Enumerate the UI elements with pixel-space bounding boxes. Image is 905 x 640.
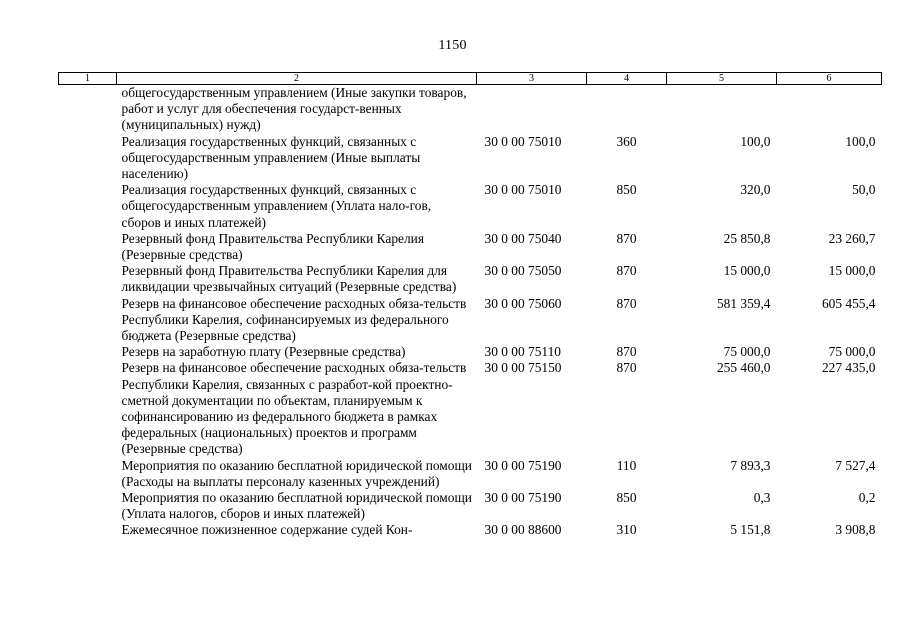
expense-kind: 870: [616, 263, 637, 279]
table-row: [59, 296, 882, 345]
amount-year-1: 0,3: [753, 490, 771, 506]
target-code: 30 0 00 75010: [484, 133, 562, 149]
expense-name: Реализация государственных функций, связанных с общегосударственным управлением (Уплата нало-гов, сборов и иных платежей): [121, 182, 432, 230]
expense-kind: 310: [616, 522, 637, 538]
table-row: [59, 490, 882, 522]
target-code: 30 0 00 75010: [484, 182, 562, 198]
column-header-6: 6: [777, 73, 882, 85]
amount-year-1: 255 460,0: [716, 360, 771, 376]
column-header-3: 3: [477, 73, 587, 85]
column-header-1: 1: [59, 73, 117, 85]
expense-kind: 850: [616, 182, 637, 198]
amount-year-2: 23 260,7: [828, 230, 876, 246]
row-number-cell: [59, 458, 117, 490]
row-number-cell: [59, 134, 117, 183]
expense-name: Ежемесячное пожизненное содержание судей Кон-: [121, 522, 413, 538]
target-code: [477, 85, 587, 134]
table-row: [59, 231, 882, 263]
amount-year-1: 581 359,4: [716, 295, 771, 311]
amount-year-1: [667, 85, 777, 134]
amount-year-2: 3 908,8: [835, 522, 876, 538]
amount-year-2: 50,0: [852, 182, 876, 198]
table-row: [59, 344, 882, 360]
amount-year-1: 7 893,3: [730, 457, 771, 473]
target-code: 30 0 00 75110: [484, 344, 561, 360]
row-number-cell: [59, 522, 117, 538]
amount-year-1: 15 000,0: [723, 263, 771, 279]
row-number-cell: [59, 360, 117, 457]
table-row: [59, 263, 882, 295]
expense-kind: 110: [616, 457, 637, 473]
amount-year-2: 605 455,4: [821, 295, 876, 311]
amount-year-1: 5 151,8: [730, 522, 771, 538]
target-code: 30 0 00 75050: [484, 263, 562, 279]
amount-year-1: 75 000,0: [723, 344, 771, 360]
amount-year-1: 100,0: [740, 133, 771, 149]
amount-year-1: 320,0: [740, 182, 771, 198]
table-row: [59, 85, 882, 134]
table-row: [59, 458, 882, 490]
row-number-cell: [59, 231, 117, 263]
row-number-cell: [59, 182, 117, 231]
table-row: [59, 360, 882, 457]
expense-name: общегосударственным управлением (Иные закупки товаров, работ и услуг для обеспечения государст-венных (муниципальных) нужд): [121, 85, 467, 133]
expense-name: Реализация государственных функций, связанных с общегосударственным управлением (Иные выплаты населению): [121, 133, 421, 182]
expense-kind: 870: [616, 360, 637, 376]
expense-kind: 870: [616, 295, 637, 311]
expense-name: Резерв на заработную плату (Резервные средства): [121, 344, 406, 360]
table-row: [59, 522, 882, 538]
column-header-5: 5: [667, 73, 777, 85]
target-code: 30 0 00 75040: [484, 230, 562, 246]
target-code: 30 0 00 75060: [484, 295, 562, 311]
expense-name: Мероприятия по оказанию бесплатной юридической помощи (Расходы на выплаты персоналу казенных учреждений): [121, 457, 472, 489]
table-row: [59, 134, 882, 183]
table-header: [59, 73, 882, 85]
amount-year-2: [777, 85, 882, 134]
target-code: 30 0 00 75190: [484, 490, 562, 506]
expense-kind: 870: [616, 230, 637, 246]
expense-kind: 850: [616, 490, 637, 506]
expense-name: Резервный фонд Правительства Республики Карелия (Резервные средства): [121, 230, 424, 263]
amount-year-1: 25 850,8: [723, 230, 771, 246]
expense-name: Резерв на финансовое обеспечение расходных обяза-тельств Республики Карелия, связанных с разработ-кой проектно-сметной документации по объектам, планируемым к софинансированию из федерального бюджета в рамках федеральных (национальных) проектов и программ (Резервные средства): [121, 360, 467, 457]
row-number-cell: [59, 490, 117, 522]
target-code: 30 0 00 75150: [484, 360, 562, 376]
table-body: [59, 85, 882, 539]
table-row: [59, 182, 882, 231]
expense-kind: 870: [616, 344, 637, 360]
amount-year-2: 227 435,0: [821, 360, 876, 376]
row-number-cell: [59, 263, 117, 295]
column-header-2: 2: [117, 73, 477, 85]
row-number-cell: [59, 296, 117, 345]
expense-name: Резервный фонд Правительства Республики Карелия для ликвидации чрезвычайных ситуаций (Резервные средства): [121, 263, 457, 295]
column-header-4: 4: [587, 73, 667, 85]
target-code: 30 0 00 88600: [484, 522, 562, 538]
expense-kind: 360: [616, 133, 637, 149]
expense-name: Резерв на финансовое обеспечение расходных обяза-тельств Республики Карелия, софинансируемых из федерального бюджета (Резервные средства): [121, 295, 467, 344]
header-row: [59, 73, 882, 85]
expense-name: Мероприятия по оказанию бесплатной юридической помощи (Уплата налогов, сборов и иных платежей): [121, 490, 472, 522]
target-code: 30 0 00 75190: [484, 457, 562, 473]
expense-kind: [587, 85, 667, 134]
row-number-cell: [59, 344, 117, 360]
row-number-cell: [59, 85, 117, 134]
amount-year-2: 100,0: [845, 133, 876, 149]
page-number: 1150: [438, 38, 467, 53]
amount-year-2: 75 000,0: [828, 344, 876, 360]
amount-year-2: 15 000,0: [828, 263, 876, 279]
amount-year-2: 0,2: [858, 490, 876, 506]
budget-table: [58, 72, 882, 539]
amount-year-2: 7 527,4: [835, 457, 876, 473]
